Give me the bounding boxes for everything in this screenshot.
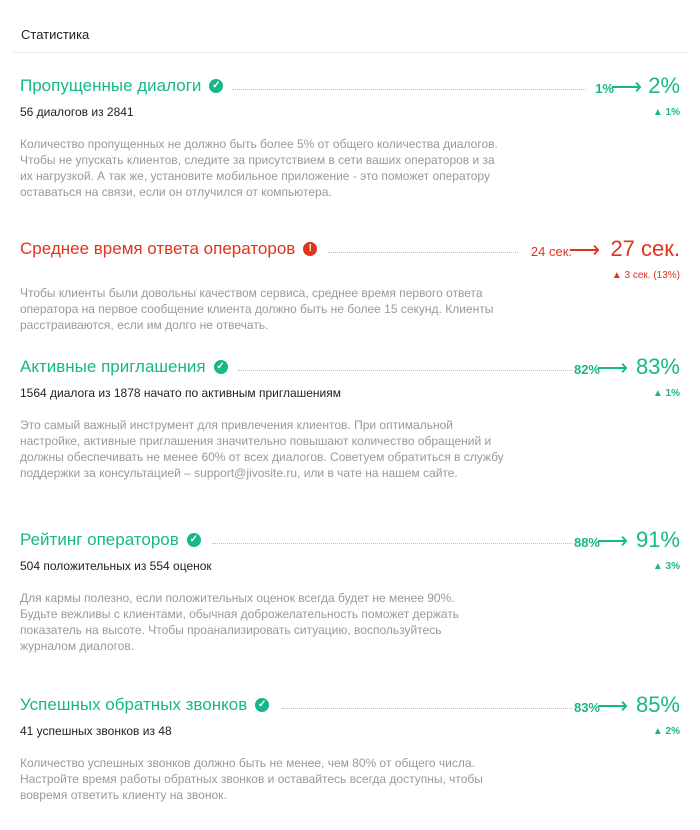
metric-title-text: Активные приглашения xyxy=(20,357,206,376)
exclamation-icon: ! xyxy=(303,242,317,256)
dotted-leader xyxy=(232,89,586,90)
previous-value: 82% xyxy=(573,362,600,377)
metric-active-invitations xyxy=(20,351,680,481)
metric-subtext: 504 положительных из 554 оценок xyxy=(20,559,212,573)
metric-subrow xyxy=(20,100,680,122)
dotted-leader xyxy=(212,543,572,544)
metric-description: Количество пропущенных не должно быть более 5% от общего количества диалогов. Чтобы не упускать клиентов, следите за присутствием в сети ваших операторов и за их нагрузкой. А так же, установите мобильное приложение - это поможет оператору оставаться на связи, если он отлучился от компьютера. xyxy=(20,137,498,199)
arrow-icon: ⟶ xyxy=(596,528,628,553)
metric-title-text: Рейтинг операторов xyxy=(20,530,179,549)
metric-subrow xyxy=(20,554,680,576)
change-badge: ▲ 2% xyxy=(652,726,680,737)
metric-title-text: Успешных обратных звонков xyxy=(20,695,248,714)
metric-subrow xyxy=(20,381,680,403)
metric-header xyxy=(20,351,680,381)
metric-description: Количество успешных звонков должно быть не менее, чем 80% от общего числа. Настройте время работы обратных звонков и оставайтесь всегда доступны, чтобы вовремя ответить клиенту на звонок. xyxy=(20,756,483,802)
metric-description: Для кармы полезно, если положительных оценок всегда будет не менее 90%. Будьте вежливы с клиентами, обычная доброжелательность поможет держать показатель на высоте. Чтобы проанализировать ситуацию, воспользуйтесь журналом диалогов. xyxy=(20,591,460,653)
current-value: 91% xyxy=(635,527,680,552)
metric-title-text: Среднее время ответа операторов xyxy=(20,239,296,258)
metric-title[interactable] xyxy=(20,357,228,377)
check-icon: ✓ xyxy=(187,533,201,547)
metric-subtext: 56 диалогов из 2841 xyxy=(20,105,134,119)
metric-header xyxy=(20,233,680,263)
page-header xyxy=(12,0,688,53)
current-value: 2% xyxy=(648,73,680,98)
current-value: 83% xyxy=(635,354,680,379)
check-icon: ✓ xyxy=(214,360,228,374)
previous-value: 88% xyxy=(573,535,600,550)
current-value: 27 сек. xyxy=(610,236,680,261)
metric-missed-dialogs xyxy=(20,70,680,200)
arrow-icon: ⟶ xyxy=(596,355,628,380)
dotted-leader xyxy=(238,370,572,371)
arrow-icon: ⟶ xyxy=(596,693,628,718)
metric-description: Это самый важный инструмент для привлечения клиентов. При оптимальной настройке, активные приглашения значительно повышают количество обращений и должны обеспечивать не менее 60% от всех диалогов. Советуем обратиться в службу поддержки за консультацией – support@jivosite.ru, или в чате на нашем сайте. xyxy=(20,418,504,480)
dotted-leader xyxy=(282,708,572,709)
metric-title[interactable] xyxy=(20,695,269,715)
metric-title-text: Пропущенные диалоги xyxy=(20,76,202,95)
arrow-icon: ⟶ xyxy=(610,74,642,99)
metric-header xyxy=(20,70,680,100)
metric-subrow xyxy=(20,263,680,285)
change-badge: ▲ 3% xyxy=(652,561,680,572)
metric-subtext: 1564 диалога из 1878 начато по активным приглашениям xyxy=(20,386,341,400)
metric-title[interactable] xyxy=(20,239,317,259)
change-badge: ▲ 1% xyxy=(652,388,680,399)
metric-subtext: 41 успешных звонков из 48 xyxy=(20,724,172,738)
current-value: 85% xyxy=(635,692,680,717)
check-icon: ✓ xyxy=(255,698,269,712)
metric-title[interactable] xyxy=(20,530,201,550)
check-icon: ✓ xyxy=(209,79,223,93)
previous-value: 1% xyxy=(595,81,614,96)
dotted-leader xyxy=(328,252,518,253)
previous-value: 83% xyxy=(573,700,600,715)
metric-response-time xyxy=(20,233,680,333)
change-badge: ▲ 3 сек. (13%) xyxy=(611,270,680,281)
page-title: Статистика xyxy=(21,27,90,42)
change-badge: ▲ 1% xyxy=(652,107,680,118)
previous-value: 24 сек. xyxy=(530,244,572,259)
metric-subrow xyxy=(20,719,680,741)
metric-description: Чтобы клиенты были довольны качеством сервиса, среднее время первого ответа оператора на первое сообщение клиента должно быть не более 15 секунд. Клиенты расстраиваются, если им долго не отвечать. xyxy=(20,286,494,332)
metric-title[interactable] xyxy=(20,76,223,96)
arrow-icon: ⟶ xyxy=(568,237,600,262)
metric-operator-rating xyxy=(20,524,680,654)
metric-header xyxy=(20,524,680,554)
metric-header xyxy=(20,689,680,719)
metric-callbacks xyxy=(20,689,680,803)
